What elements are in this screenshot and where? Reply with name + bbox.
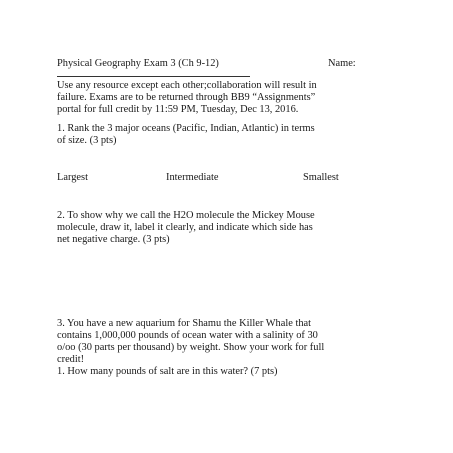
question-2-line-2: molecule, draw it, label it clearly, and indicate which side has xyxy=(57,222,313,233)
name-underline xyxy=(57,76,250,77)
instruction-line-1: Use any resource except each other;collaboration will result in xyxy=(57,80,317,91)
question-2-line-3: net negative charge. (3 pts) xyxy=(57,234,170,245)
rank-label-largest: Largest xyxy=(57,172,88,183)
instruction-line-2: failure. Exams are to be returned through BB9 “Assignments” xyxy=(57,92,316,103)
question-3-line-1: 3. You have a new aquarium for Shamu the Killer Whale that xyxy=(57,318,312,329)
question-3-line-5: 1. How many pounds of salt are in this water? (7 pts) xyxy=(57,366,278,377)
instruction-line-3: portal for full credit by 11:59 PM, Tuesday, Dec 13, 2016. xyxy=(57,104,299,115)
question-3-line-2: contains 1,000,000 pounds of ocean water with a salinity of 30 xyxy=(57,330,318,341)
question-1-line-1: 1. Rank the 3 major oceans (Pacific, Indian, Atlantic) in terms xyxy=(57,123,315,134)
exam-title: Physical Geography Exam 3 (Ch 9-12) xyxy=(57,58,219,69)
question-2-line-1: 2. To show why we call the H2O molecule the Mickey Mouse xyxy=(57,210,315,221)
rank-label-smallest: Smallest xyxy=(303,172,339,183)
question-3-line-4: credit! xyxy=(57,354,85,365)
question-3-line-3: o/oo (30 parts per thousand) by weight. Show your work for full xyxy=(57,342,325,353)
rank-label-intermediate: Intermediate xyxy=(166,172,219,183)
name-label: Name: xyxy=(328,58,356,69)
question-1-line-2: of size. (3 pts) xyxy=(57,135,117,146)
